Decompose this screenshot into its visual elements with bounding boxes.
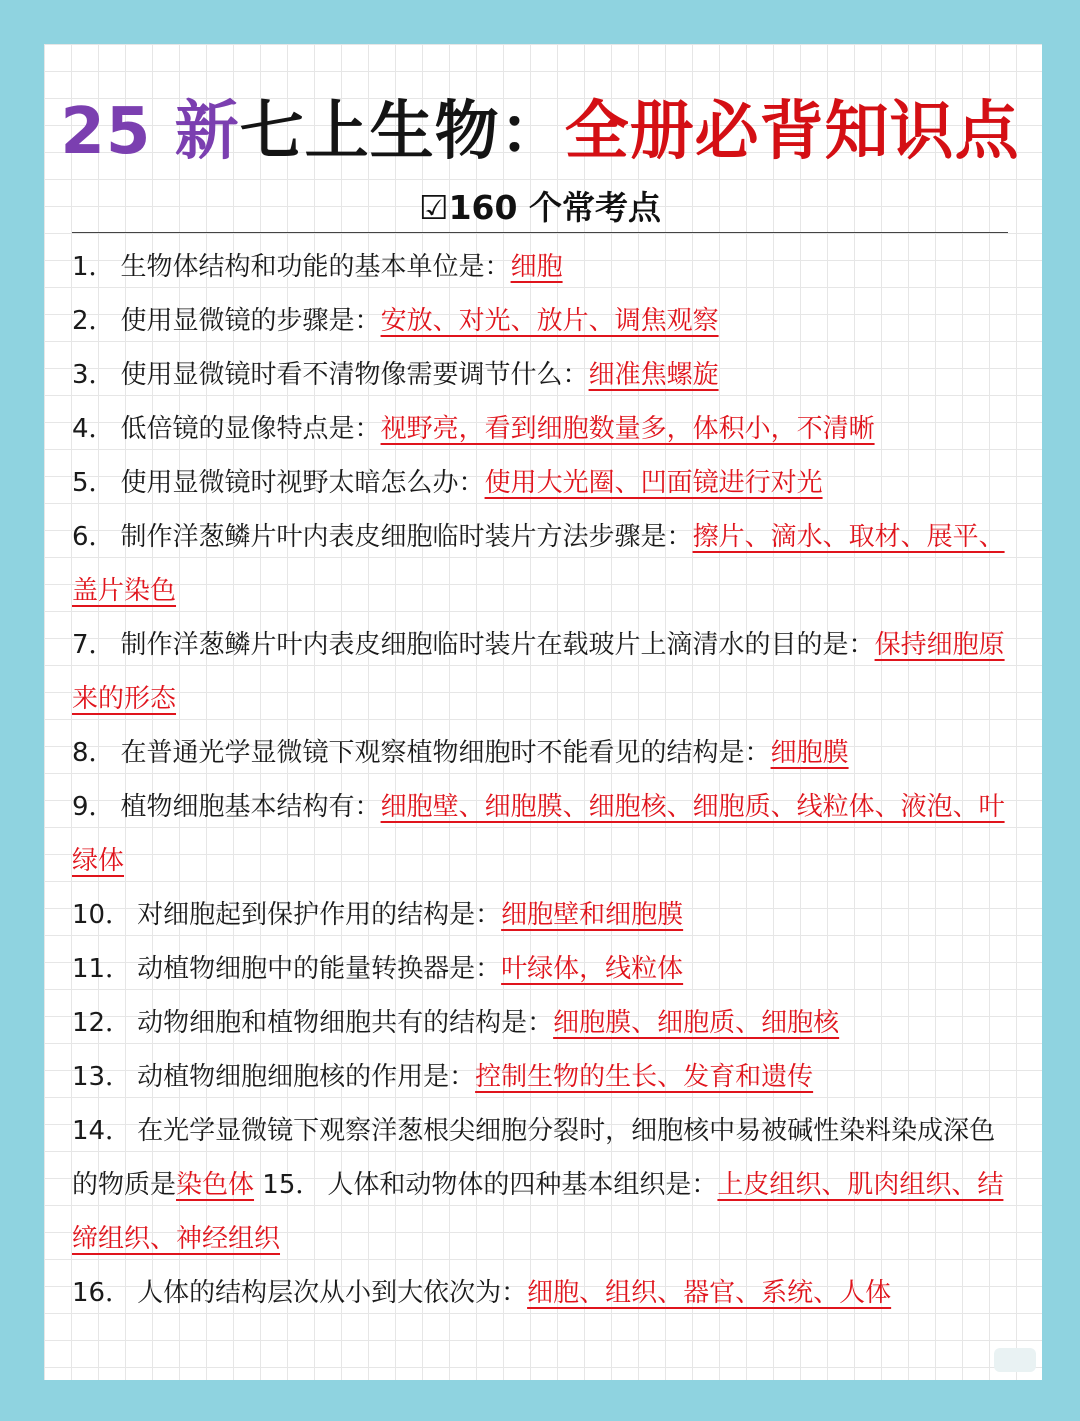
item-answer: 细胞、组织、器官、系统、人体 <box>527 1278 892 1308</box>
item-number: 5． <box>72 468 115 498</box>
item-question: 动植物细胞中的能量转换器是： <box>137 954 502 984</box>
item-question: 在普通光学显微镜下观察植物细胞时不能看见的结构是： <box>120 738 771 768</box>
item-number: 6． <box>72 522 115 552</box>
watermark-badge <box>994 1348 1036 1372</box>
knowledge-list <box>72 240 1008 1320</box>
list-item <box>72 1104 1008 1266</box>
item-number: 7． <box>72 630 115 660</box>
item-number: 2． <box>72 306 115 336</box>
item-number: 11． <box>72 954 132 984</box>
item-number: 3． <box>72 360 115 390</box>
item-number: 16． <box>72 1278 132 1308</box>
item-question: 植物细胞基本结构有： <box>120 792 381 822</box>
item-answer: 上皮组织、肌肉组织、结缔组织、神经组织 <box>72 1170 1004 1254</box>
item-number: 12． <box>72 1008 132 1038</box>
item-answer: 安放、对光、放片、调焦观察 <box>380 306 719 336</box>
item-answer: 细胞壁、细胞膜、细胞核、细胞质、线粒体、液泡、叶绿体 <box>72 792 1005 876</box>
item-question: 使用显微镜的步骤是： <box>120 306 381 336</box>
list-item <box>72 780 1008 888</box>
item-question: 人体的结构层次从小到大依次为： <box>137 1278 528 1308</box>
item-question: 对细胞起到保护作用的结构是： <box>137 900 502 930</box>
list-item <box>72 726 1008 780</box>
list-item <box>72 1266 1008 1320</box>
list-item <box>72 456 1008 510</box>
item-question: 低倍镜的显像特点是： <box>120 414 381 444</box>
page-title <box>0 84 1080 180</box>
list-item <box>72 942 1008 996</box>
item-answer: 擦片、滴水、取材、展平、盖片染色 <box>72 522 1005 606</box>
item-question: 在光学显微镜下观察洋葱根尖细胞分裂时，细胞核中易被碱性染料染成深色的物质是 <box>72 1116 996 1200</box>
divider <box>72 232 1008 233</box>
item-number: 13． <box>72 1062 132 1092</box>
subtitle: ☑160 个常考点 <box>419 188 661 227</box>
item-question: 动植物细胞细胞核的作用是： <box>137 1062 476 1092</box>
list-item <box>72 1050 1008 1104</box>
item-answer: 细胞 <box>510 252 563 282</box>
item-number: 4． <box>72 414 115 444</box>
list-item <box>72 348 1008 402</box>
list-item <box>72 294 1008 348</box>
item-answer: 细胞膜、细胞质、细胞核 <box>553 1008 840 1038</box>
title-subject: 七上生物： <box>239 95 565 169</box>
item-question: 制作洋葱鳞片叶内表皮细胞临时装片在载玻片上滴清水的目的是： <box>120 630 875 660</box>
list-item <box>72 240 1008 294</box>
item-answer: 染色体 <box>176 1170 255 1200</box>
item-question: 人体和动物体的四种基本组织是： <box>327 1170 718 1200</box>
list-item <box>72 996 1008 1050</box>
item-number: 14． <box>72 1116 132 1146</box>
item-answer: 使用大光圈、凹面镜进行对光 <box>484 468 823 498</box>
list-item <box>72 510 1008 618</box>
list-item <box>72 402 1008 456</box>
list-item <box>72 618 1008 726</box>
item-question: 使用显微镜时看不清物像需要调节什么： <box>120 360 589 390</box>
item-answer: 细准焦螺旋 <box>588 360 719 390</box>
title-topic: 全册必背知识点 <box>564 95 1020 169</box>
item-number: 1． <box>72 252 115 282</box>
list-item <box>72 888 1008 942</box>
item-question: 生物体结构和功能的基本单位是： <box>120 252 511 282</box>
item-answer: 保持细胞原来的形态 <box>72 630 1005 714</box>
item-question: 制作洋葱鳞片叶内表皮细胞临时装片方法步骤是： <box>120 522 693 552</box>
item-question: 使用显微镜时视野太暗怎么办： <box>120 468 485 498</box>
item-number: 8． <box>72 738 115 768</box>
item-number: 10． <box>72 900 132 930</box>
item-number: 9． <box>72 792 115 822</box>
item-answer: 叶绿体，线粒体 <box>501 954 684 984</box>
item-answer: 细胞壁和细胞膜 <box>501 900 684 930</box>
item-answer: 控制生物的生长、发育和遗传 <box>475 1062 814 1092</box>
item-question: 动物细胞和植物细胞共有的结构是： <box>137 1008 554 1038</box>
title-year: 25 新 <box>60 95 240 169</box>
item-number: 15． <box>262 1170 322 1200</box>
item-answer: 细胞膜 <box>770 738 849 768</box>
item-answer: 视野亮，看到细胞数量多，体积小，不清晰 <box>380 414 875 444</box>
